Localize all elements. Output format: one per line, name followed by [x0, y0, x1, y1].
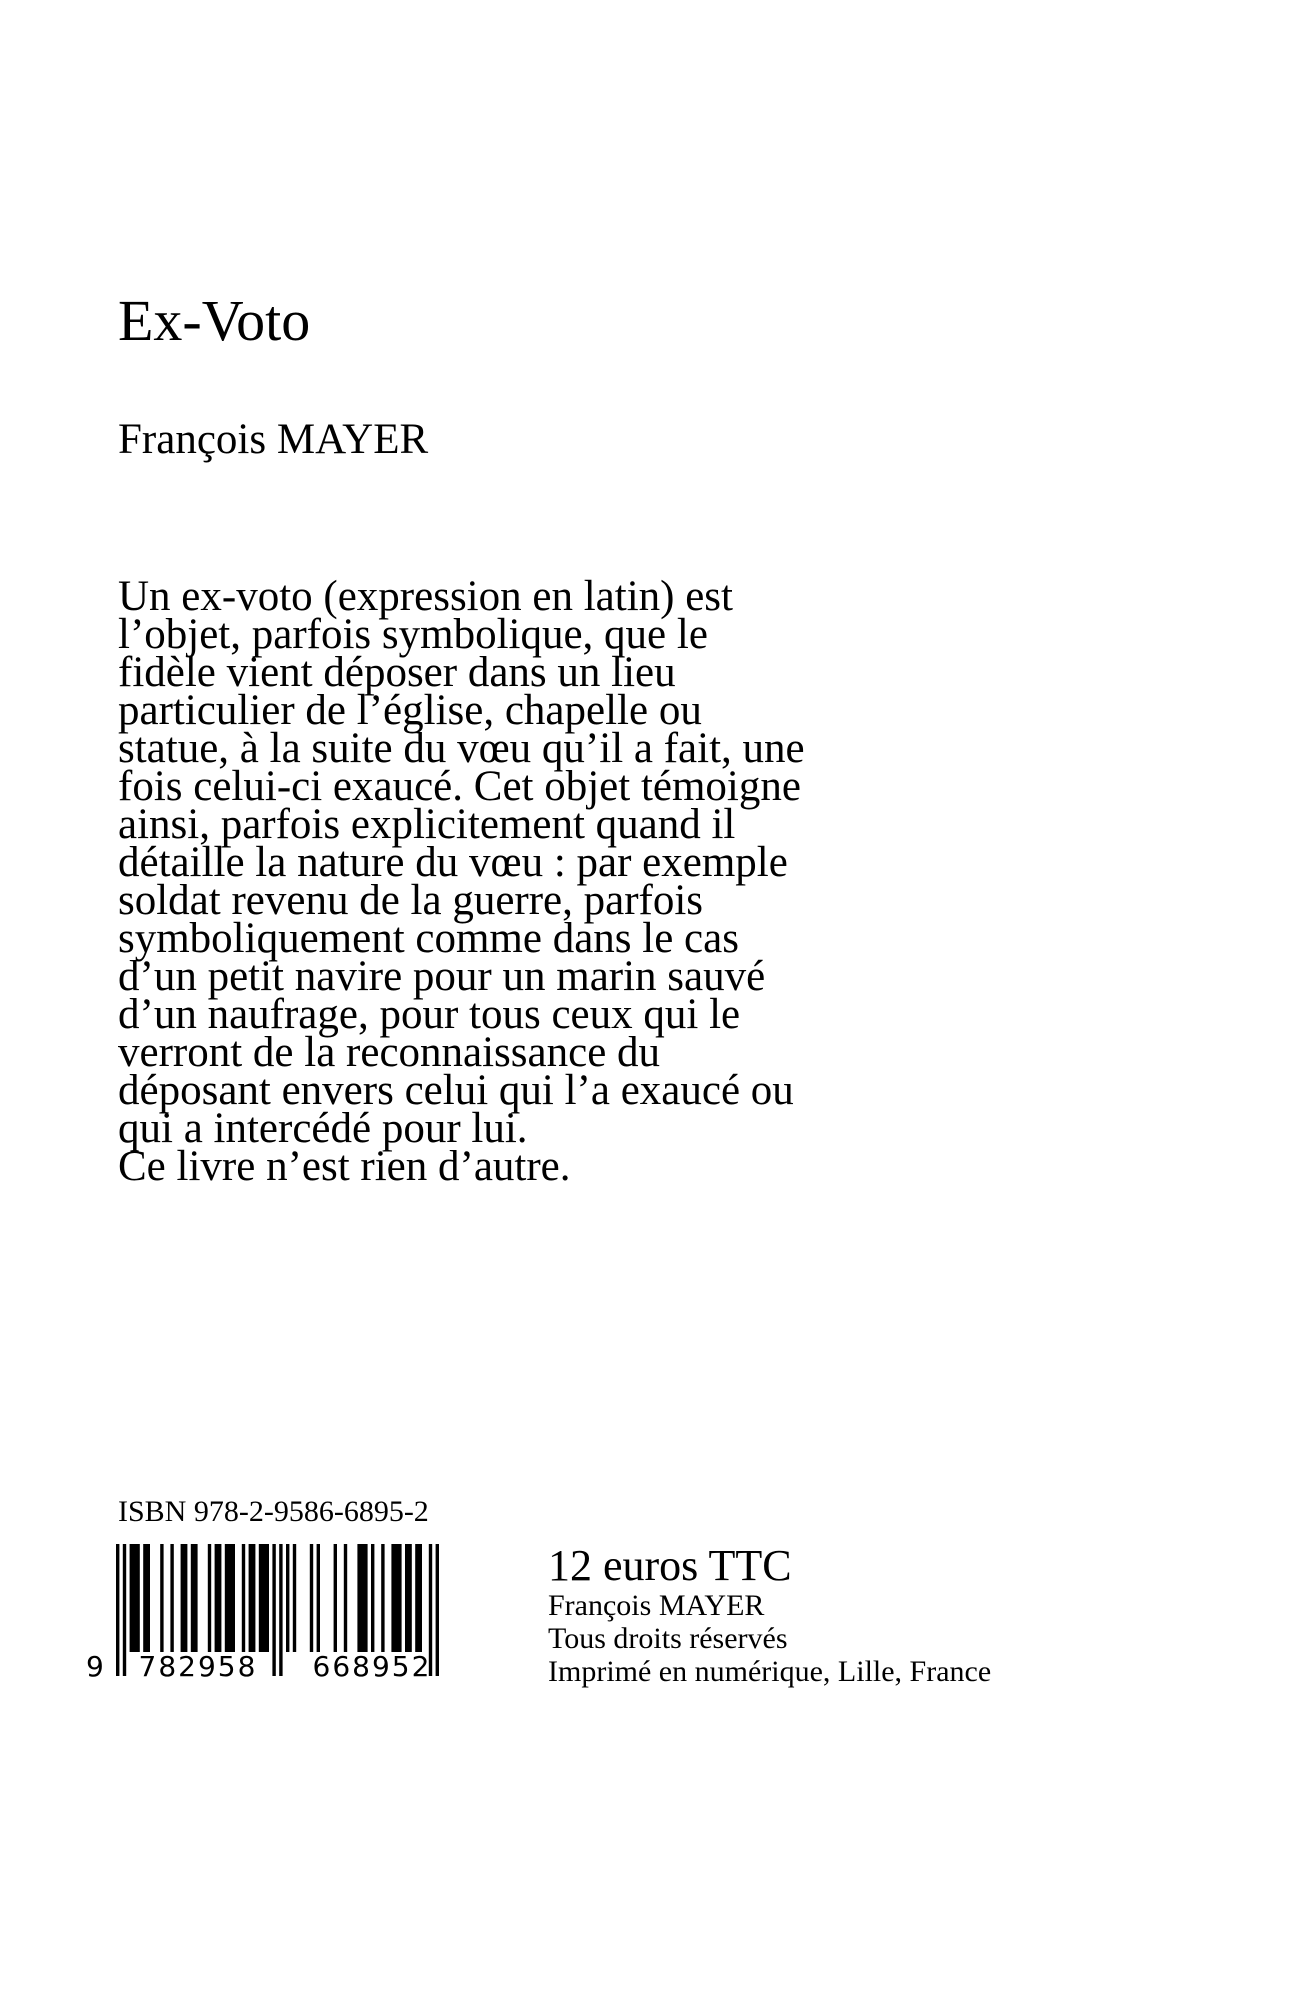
isbn-label: ISBN 978-2-9586-6895-2 — [118, 1495, 429, 1528]
isbn-barcode — [78, 1540, 490, 1680]
barcode-bar — [249, 1544, 256, 1652]
barcode-bar — [334, 1544, 337, 1652]
blurb-line: d’un naufrage, pour tous ceux qui le — [118, 991, 741, 1038]
blurb-line: fois celui-ci exaucé. Cet objet témoigne — [118, 763, 801, 810]
barcode-bar — [317, 1544, 320, 1652]
barcode-graphic — [78, 1540, 490, 1680]
barcode-bar — [371, 1544, 374, 1652]
barcode-bar — [191, 1544, 198, 1652]
blurb-line: l’objet, parfois symbolique, que le — [118, 611, 708, 658]
blurb-line: Un ex-voto (expression en latin) est — [118, 573, 733, 620]
barcode-bar — [286, 1544, 289, 1652]
blurb-line: déposant envers celui qui l’a exaucé ou — [118, 1067, 794, 1114]
barcode-guard-bar — [123, 1544, 126, 1676]
barcode-digits-left: 782958 — [138, 1650, 258, 1680]
price: 12 euros TTC — [548, 1541, 792, 1590]
blurb-line: qui a intercédé pour lui. — [118, 1105, 528, 1152]
barcode-bar — [208, 1544, 211, 1652]
barcode-bar — [181, 1544, 188, 1652]
barcode-bar — [381, 1544, 384, 1652]
barcode-bar — [293, 1544, 296, 1652]
barcode-bar — [415, 1544, 422, 1652]
barcode-bar — [242, 1544, 245, 1652]
barcode-digit-first: 9 — [86, 1650, 104, 1680]
blurb-line: verront de la reconnaissance du — [118, 1029, 661, 1076]
barcode-guard-bar — [272, 1544, 275, 1676]
book-author: François MAYER — [118, 416, 429, 463]
blurb-line: d’un petit navire pour un marin sauvé — [118, 953, 766, 1000]
barcode-bar — [259, 1544, 269, 1652]
barcode-bar — [225, 1544, 235, 1652]
barcode-bar — [344, 1544, 347, 1652]
publisher-name: François MAYER — [548, 1589, 765, 1622]
blurb-line: ainsi, parfois explicitement quand il — [118, 801, 736, 848]
book-title: Ex-Voto — [118, 288, 311, 353]
blurb-line: Ce livre n’est rien d’autre. — [118, 1143, 571, 1190]
barcode-guard-bar — [116, 1544, 119, 1676]
barcode-bar — [160, 1544, 163, 1652]
back-cover-blurb — [118, 573, 1118, 1190]
barcode-digits-right: 668952 — [312, 1650, 432, 1680]
barcode-bar — [357, 1544, 367, 1652]
barcode-guard-bar — [436, 1544, 439, 1676]
blurb-line: soldat revenu de la guerre, parfois — [118, 877, 704, 924]
barcode-bar — [170, 1544, 173, 1652]
barcode-bar — [143, 1544, 150, 1652]
blurb-line: statue, à la suite du vœu qu’il a fait, une — [118, 725, 805, 772]
barcode-bar — [391, 1544, 401, 1652]
blurb-line: fidèle vient déposer dans un lieu — [118, 649, 676, 696]
blurb-line: détaille la nature du vœu : par exemple — [118, 839, 788, 886]
printing-notice: Imprimé en numérique, Lille, France — [548, 1655, 992, 1688]
barcode-bar — [405, 1544, 412, 1652]
blurb-line: symboliquement comme dans le cas — [118, 915, 739, 962]
blurb-line: particulier de l’église, chapelle ou — [118, 687, 702, 734]
barcode-guard-bar — [279, 1544, 282, 1676]
barcode-bar — [215, 1544, 222, 1652]
barcode-bar — [130, 1544, 140, 1652]
barcode-bar — [310, 1544, 313, 1652]
rights-notice: Tous droits réservés — [548, 1622, 788, 1655]
publication-info — [548, 1543, 991, 1688]
